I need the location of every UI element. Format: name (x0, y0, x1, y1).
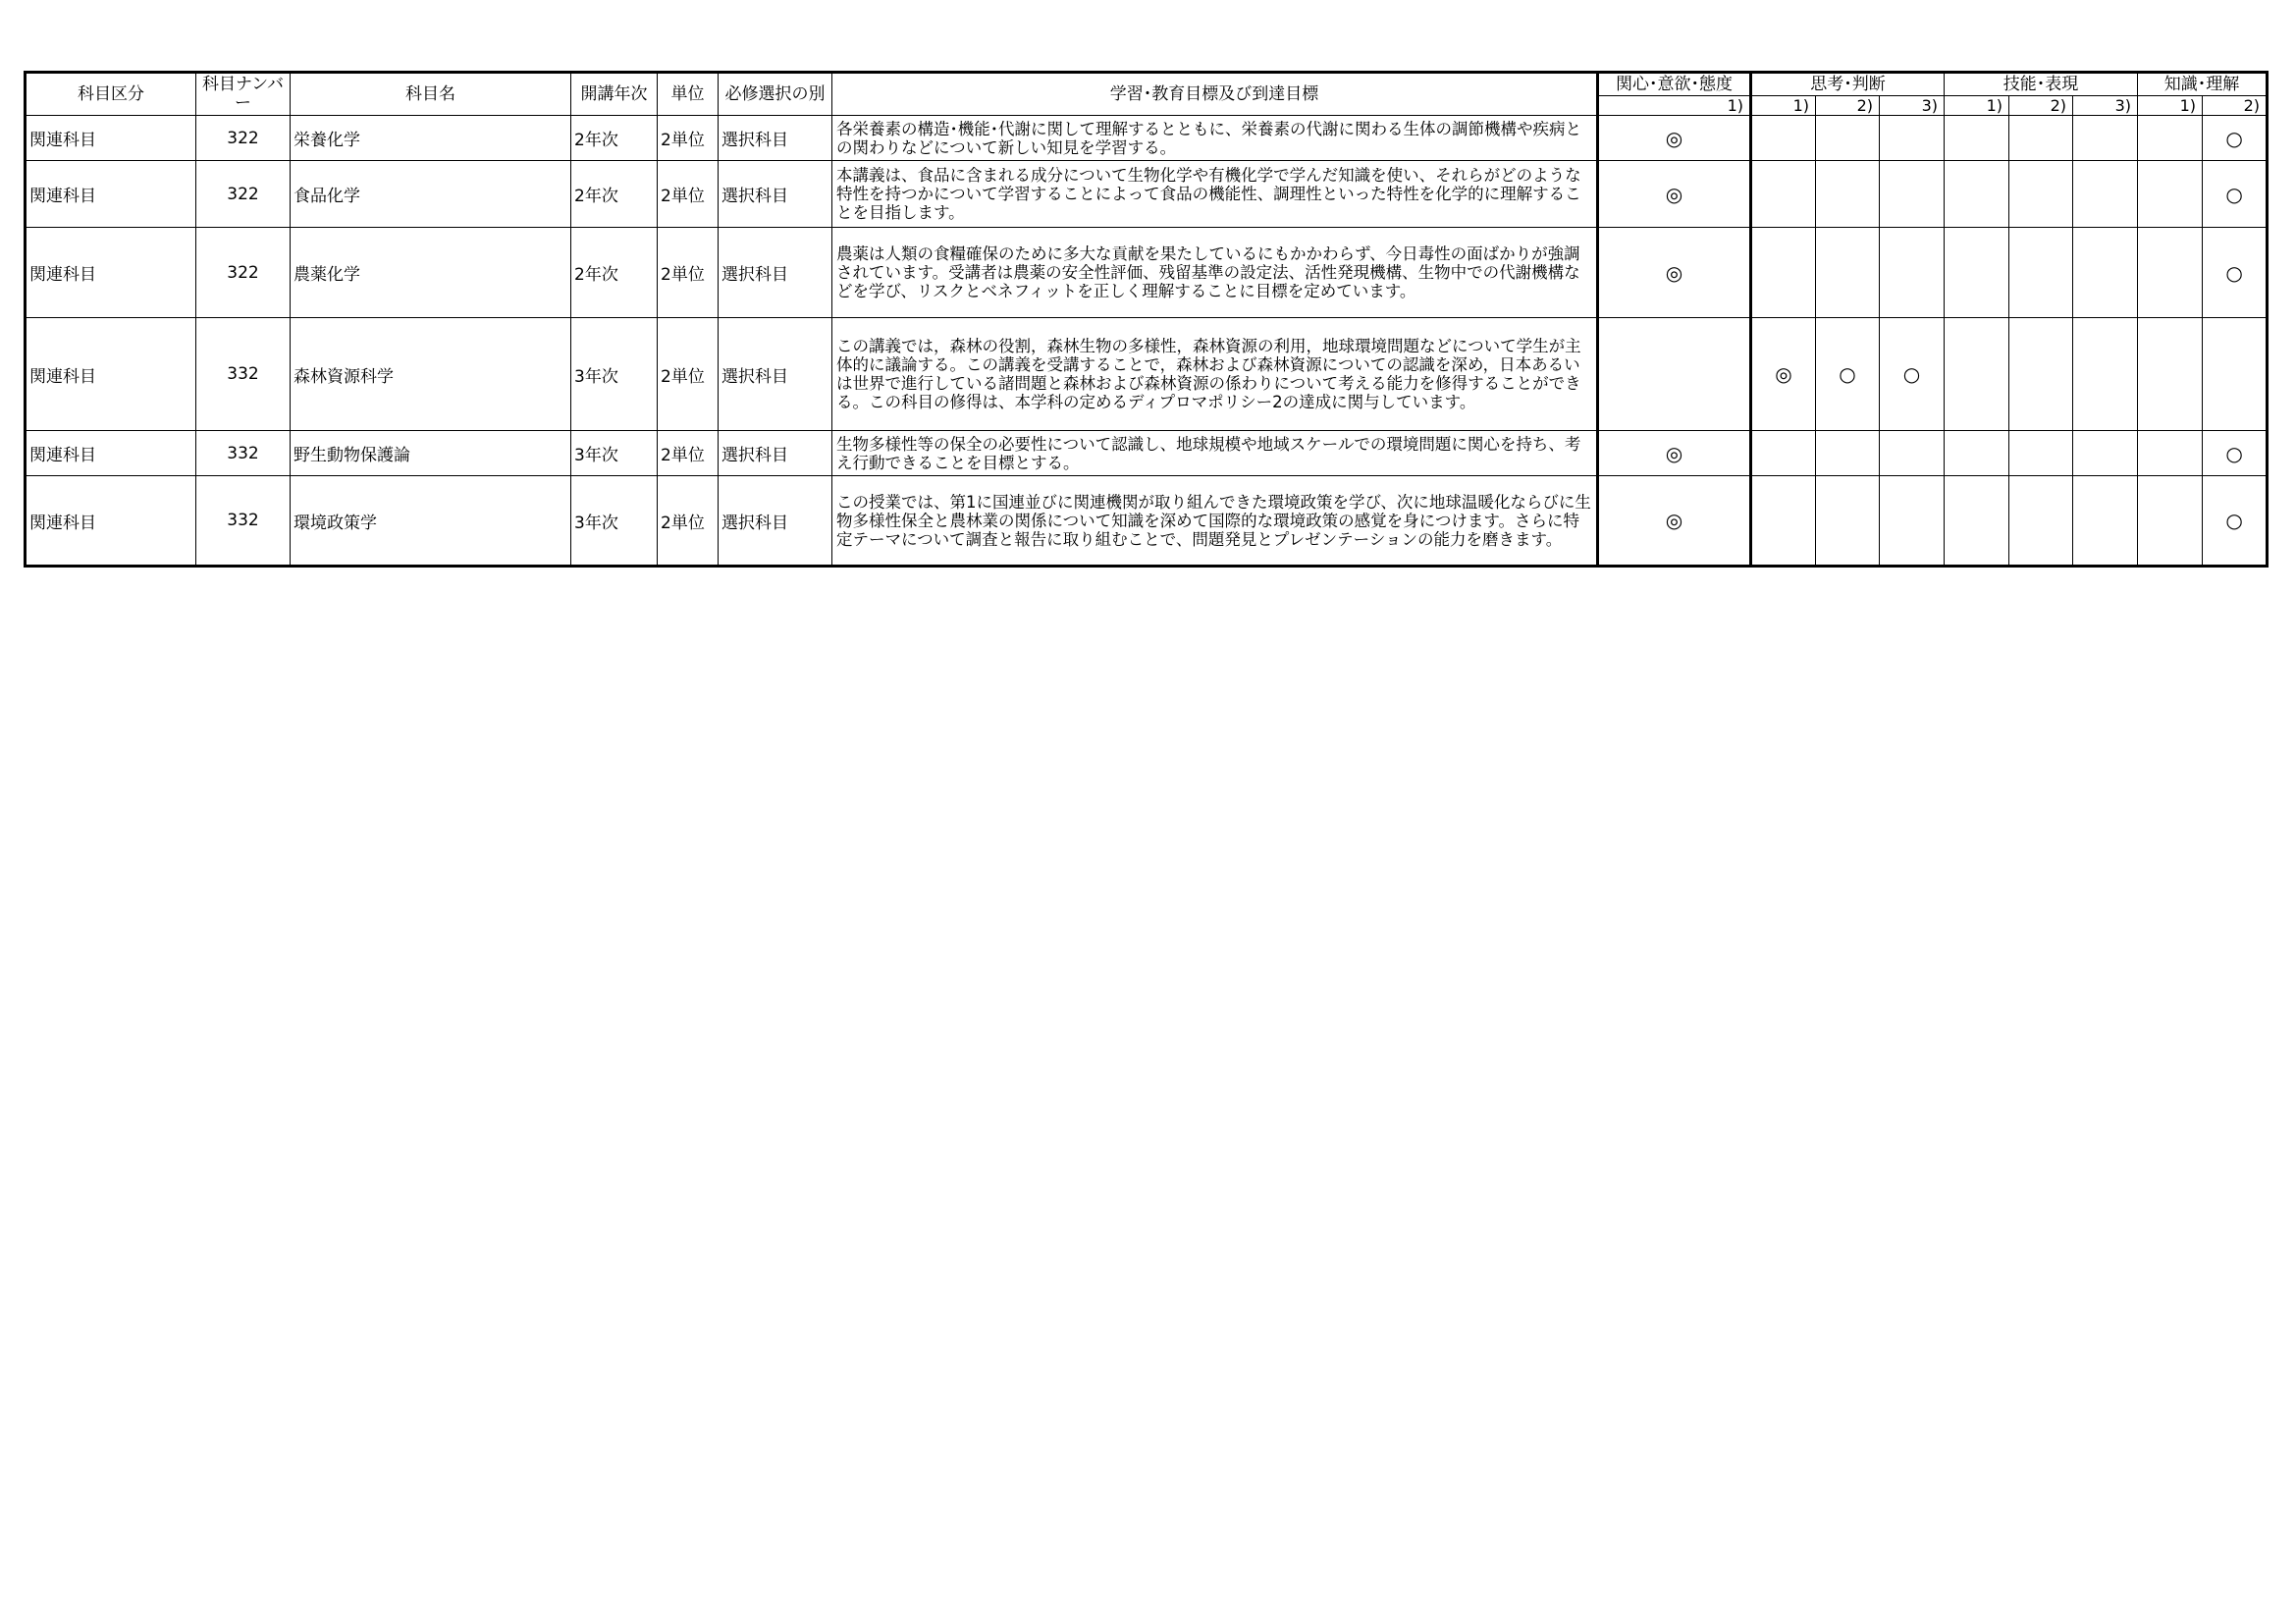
header-number: 科目ナンバー (196, 73, 291, 116)
cell-required: 選択科目 (719, 476, 832, 567)
cell-category: 関連科目 (26, 431, 196, 476)
cell-year: 3年次 (571, 318, 658, 431)
cell-number: 332 (196, 431, 291, 476)
header-sub-skill-1: 1) (1945, 96, 2009, 116)
cell-name: 食品化学 (291, 161, 571, 228)
cell-name: 野生動物保護論 (291, 431, 571, 476)
cell-mark-thinking-1 (1751, 431, 1816, 476)
header-credits: 単位 (658, 73, 719, 116)
cell-goal: 農薬は人類の食糧確保のために多大な貢献を果たしているにもかかわらず、今日毒性の面ばかりが強調されています。受講者は農薬の安全性評価、残留基準の設定法、活性発現機構、生物中での代謝機構などを学び、リスクとベネフィットを正しく理解することに目標を定めています。 (832, 228, 1598, 318)
table-row (26, 228, 2268, 318)
cell-mark-skill-2 (2009, 476, 2073, 567)
header-name: 科目名 (291, 73, 571, 116)
cell-year: 2年次 (571, 228, 658, 318)
cell-mark-knowledge-1 (2138, 116, 2203, 161)
cell-mark-thinking-2 (1816, 431, 1880, 476)
cell-mark-skill-1 (1945, 318, 2009, 431)
cell-mark-knowledge-2: ○ (2203, 228, 2268, 318)
cell-mark-thinking-2 (1816, 116, 1880, 161)
cell-category: 関連科目 (26, 228, 196, 318)
table-row (26, 431, 2268, 476)
cell-mark-interest-1 (1598, 318, 1751, 431)
cell-name: 環境政策学 (291, 476, 571, 567)
cell-mark-skill-3 (2073, 161, 2138, 228)
cell-mark-interest-1: ◎ (1598, 161, 1751, 228)
cell-mark-knowledge-1 (2138, 431, 2203, 476)
cell-mark-thinking-2 (1816, 476, 1880, 567)
cell-name: 栄養化学 (291, 116, 571, 161)
header-sub-thinking-3: 3) (1880, 96, 1945, 116)
cell-goal: この講義では，森林の役割，森林生物の多様性，森林資源の利用，地球環境問題などについて学生が主体的に議論する。この講義を受講することで，森林および森林資源についての認識を深め，日本あるいは世界で進行している諸問題と森林および森林資源の係わりについて考える能力を修得することができる。この科目の修得は、本学科の定めるディプロマポリシー2の達成に関与しています。 (832, 318, 1598, 431)
cell-mark-interest-1: ◎ (1598, 228, 1751, 318)
cell-mark-thinking-3 (1880, 228, 1945, 318)
cell-mark-thinking-3 (1880, 431, 1945, 476)
cell-year: 3年次 (571, 431, 658, 476)
header-sub-thinking-2: 2) (1816, 96, 1880, 116)
cell-credits: 2単位 (658, 431, 719, 476)
header-sub-interest-1: 1) (1598, 96, 1751, 116)
cell-mark-knowledge-1 (2138, 161, 2203, 228)
cell-year: 2年次 (571, 161, 658, 228)
header-group-thinking: 思考･判断 (1751, 73, 1945, 96)
cell-mark-knowledge-1 (2138, 476, 2203, 567)
cell-category: 関連科目 (26, 161, 196, 228)
header-category: 科目区分 (26, 73, 196, 116)
cell-mark-thinking-2: ○ (1816, 318, 1880, 431)
cell-mark-thinking-2 (1816, 161, 1880, 228)
cell-mark-thinking-2 (1816, 228, 1880, 318)
header-sub-skill-3: 3) (2073, 96, 2138, 116)
cell-credits: 2単位 (658, 228, 719, 318)
cell-mark-knowledge-2 (2203, 318, 2268, 431)
header-sub-knowledge-2: 2) (2203, 96, 2268, 116)
cell-credits: 2単位 (658, 318, 719, 431)
cell-mark-skill-2 (2009, 116, 2073, 161)
cell-required: 選択科目 (719, 161, 832, 228)
cell-mark-knowledge-2: ○ (2203, 161, 2268, 228)
cell-required: 選択科目 (719, 318, 832, 431)
cell-mark-knowledge-2: ○ (2203, 116, 2268, 161)
cell-category: 関連科目 (26, 116, 196, 161)
cell-year: 2年次 (571, 116, 658, 161)
cell-goal: 本講義は、食品に含まれる成分について生物化学や有機化学で学んだ知識を使い、それらがどのような特性を持つかについて学習することによって食品の機能性、調理性といった特性を化学的に理解することを目指します。 (832, 161, 1598, 228)
cell-mark-interest-1: ◎ (1598, 431, 1751, 476)
cell-year: 3年次 (571, 476, 658, 567)
cell-mark-skill-3 (2073, 318, 2138, 431)
cell-mark-skill-2 (2009, 228, 2073, 318)
cell-mark-skill-2 (2009, 318, 2073, 431)
cell-mark-thinking-3 (1880, 116, 1945, 161)
header-sub-skill-2: 2) (2009, 96, 2073, 116)
cell-number: 322 (196, 116, 291, 161)
header-sub-knowledge-1: 1) (2138, 96, 2203, 116)
cell-credits: 2単位 (658, 161, 719, 228)
cell-mark-thinking-1 (1751, 161, 1816, 228)
cell-mark-knowledge-2: ○ (2203, 476, 2268, 567)
table-body (26, 116, 2268, 567)
header-year: 開講年次 (571, 73, 658, 116)
cell-mark-thinking-3 (1880, 476, 1945, 567)
curriculum-table (24, 71, 2269, 568)
cell-required: 選択科目 (719, 431, 832, 476)
cell-mark-knowledge-1 (2138, 228, 2203, 318)
cell-mark-skill-1 (1945, 431, 2009, 476)
cell-name: 農薬化学 (291, 228, 571, 318)
cell-credits: 2単位 (658, 116, 719, 161)
cell-goal: この授業では、第1に国連並びに関連機関が取り組んできた環境政策を学び、次に地球温暖化ならびに生物多様性保全と農林業の関係について知識を深めて国際的な環境政策の感覚を身につけます。さらに特定テーマについて調査と報告に取り組むことで、問題発見とプレゼンテーションの能力を磨きます。 (832, 476, 1598, 567)
cell-mark-skill-2 (2009, 161, 2073, 228)
cell-mark-thinking-1 (1751, 116, 1816, 161)
header-group-skill: 技能･表現 (1945, 73, 2138, 96)
cell-mark-thinking-3: ○ (1880, 318, 1945, 431)
cell-mark-skill-1 (1945, 228, 2009, 318)
header-required: 必修選択の別 (719, 73, 832, 116)
cell-category: 関連科目 (26, 476, 196, 567)
header-sub-thinking-1: 1) (1751, 96, 1816, 116)
cell-name: 森林資源科学 (291, 318, 571, 431)
cell-credits: 2単位 (658, 476, 719, 567)
header-group-knowledge: 知識･理解 (2138, 73, 2268, 96)
cell-number: 332 (196, 318, 291, 431)
table-row (26, 476, 2268, 567)
cell-mark-knowledge-2: ○ (2203, 431, 2268, 476)
header-goals: 学習･教育目標及び到達目標 (832, 73, 1598, 116)
cell-mark-knowledge-1 (2138, 318, 2203, 431)
cell-mark-skill-3 (2073, 116, 2138, 161)
cell-number: 322 (196, 228, 291, 318)
cell-number: 322 (196, 161, 291, 228)
cell-mark-thinking-1 (1751, 476, 1816, 567)
table-row (26, 116, 2268, 161)
table-row (26, 161, 2268, 228)
table-header (26, 73, 2268, 116)
cell-goal: 生物多様性等の保全の必要性について認識し、地球規模や地域スケールでの環境問題に関心を持ち、考え行動できることを目標とする。 (832, 431, 1598, 476)
cell-mark-thinking-1: ◎ (1751, 318, 1816, 431)
cell-mark-skill-3 (2073, 228, 2138, 318)
cell-number: 332 (196, 476, 291, 567)
cell-mark-thinking-3 (1880, 161, 1945, 228)
table-row (26, 318, 2268, 431)
cell-mark-skill-2 (2009, 431, 2073, 476)
cell-goal: 各栄養素の構造･機能･代謝に関して理解するとともに、栄養素の代謝に関わる生体の調節機構や疾病との関わりなどについて新しい知見を学習する。 (832, 116, 1598, 161)
cell-mark-skill-3 (2073, 476, 2138, 567)
cell-mark-skill-1 (1945, 116, 2009, 161)
cell-mark-skill-1 (1945, 476, 2009, 567)
header-group-interest: 関心･意欲･態度 (1598, 73, 1751, 96)
cell-category: 関連科目 (26, 318, 196, 431)
cell-mark-interest-1: ◎ (1598, 476, 1751, 567)
cell-mark-interest-1: ◎ (1598, 116, 1751, 161)
cell-mark-skill-1 (1945, 161, 2009, 228)
cell-mark-skill-3 (2073, 431, 2138, 476)
cell-required: 選択科目 (719, 228, 832, 318)
cell-mark-thinking-1 (1751, 228, 1816, 318)
cell-required: 選択科目 (719, 116, 832, 161)
